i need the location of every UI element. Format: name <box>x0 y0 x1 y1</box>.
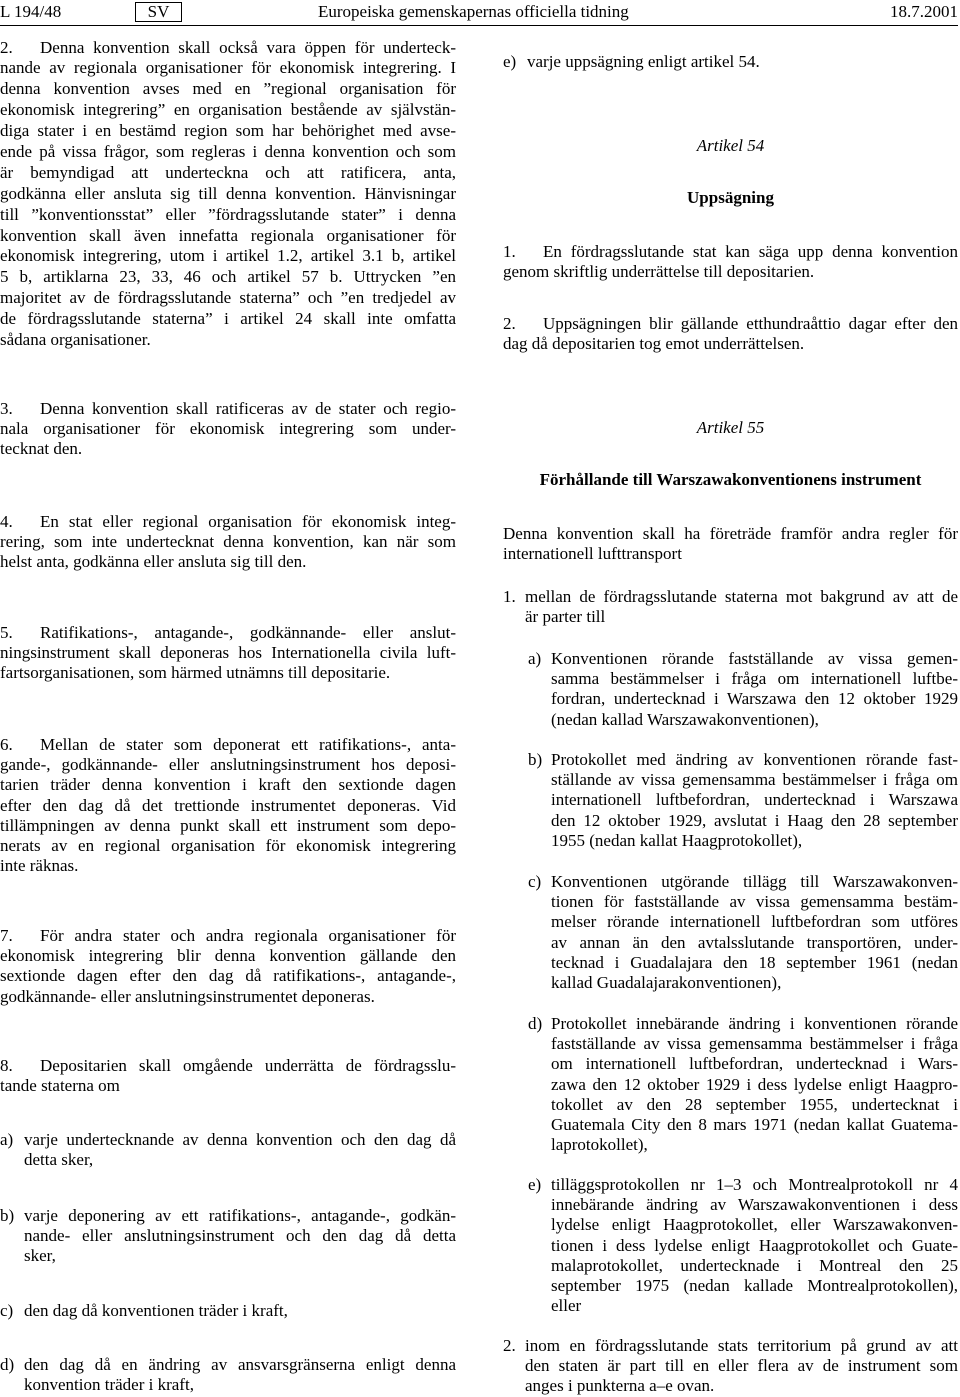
item-label: 2. <box>503 1336 516 1355</box>
text-line <box>525 1336 958 1356</box>
text-line <box>551 710 958 730</box>
line-text: fartsorganisationen, som härmed utnämns till depositarie. <box>0 663 391 683</box>
article-55-point-2 <box>503 1336 958 1397</box>
list-item-a <box>0 1130 456 1170</box>
text-line <box>24 1375 456 1395</box>
line-text: inte räknas. <box>0 856 79 876</box>
text-line <box>0 184 456 205</box>
line-text: gande-, godkännande- eller anslutningsinstrument hos deposi- <box>0 755 456 775</box>
article-54-title: Uppsägning <box>687 188 774 207</box>
text-line <box>0 796 456 816</box>
paragraph-7 <box>0 926 456 1007</box>
line-text: tecknad i Guadalajara den 18 september 1961 (nedan <box>551 952 958 972</box>
line-text: nande- eller anslutningsinstrument och den dag då detta <box>24 1226 456 1246</box>
right-column <box>503 0 958 1397</box>
text-line <box>0 987 456 1007</box>
text-line <box>0 163 456 184</box>
line-text: tecknat den. <box>0 439 83 459</box>
line-text: fastställande av vissa gemensamma bestämmelser i fråga <box>551 1034 958 1054</box>
line-text: eller <box>551 1296 582 1316</box>
text-line <box>0 439 456 459</box>
text-line <box>0 643 456 663</box>
text-line <box>0 399 456 419</box>
page-reference: L 194/48 <box>0 2 62 21</box>
line-text: laprotokollet), <box>551 1135 648 1155</box>
text-line <box>525 607 958 627</box>
text-line <box>0 836 456 856</box>
line-text: anges i punkterna a–e ovan. <box>525 1376 715 1396</box>
text-line <box>525 587 958 607</box>
line-text: varje uppsägning enligt artikel 54. <box>527 52 760 71</box>
line-text: nande av regionala organisationer för ekonomisk integrering. I <box>0 58 456 78</box>
text-line <box>0 735 456 755</box>
line-text: varje deponering av ett ratifikations-, antagande-, godkän- <box>24 1206 456 1225</box>
text-line <box>503 544 958 564</box>
line-text: den dag då konventionen träder i kraft, <box>24 1301 288 1320</box>
text-line <box>551 689 958 709</box>
paragraph-2 <box>0 38 456 351</box>
text-line <box>551 669 958 689</box>
text-line <box>503 334 958 354</box>
paragraph-number: 2. <box>503 314 516 333</box>
language-badge: SV <box>135 2 182 22</box>
line-text: mellan de fördragsslutande staterna mot bakgrund av att de <box>525 587 958 606</box>
paragraph-number: 5. <box>0 623 13 642</box>
text-line <box>551 1296 958 1316</box>
text-line <box>0 1056 456 1076</box>
text-line <box>551 953 958 973</box>
article-55-title: Förhållande till Warszawakonventionens instrument <box>539 470 922 489</box>
text-line <box>24 1150 456 1170</box>
paragraph-4 <box>0 512 456 573</box>
text-line <box>503 314 958 334</box>
text-line <box>24 1355 456 1375</box>
text-line <box>24 1226 456 1246</box>
line-text: melser rörande internationell luftbefordran som utföres <box>551 912 958 932</box>
text-line <box>0 512 456 532</box>
line-text: ningsinstrument skall deponeras hos Internationella civila luft- <box>0 643 456 663</box>
item-label: e) <box>503 52 517 71</box>
text-line <box>551 892 958 912</box>
text-line <box>0 966 456 986</box>
text-line <box>0 226 456 247</box>
line-text: innebärande ändring av Warszawakonventionen i dess <box>551 1195 958 1215</box>
text-line <box>551 933 958 953</box>
line-text: den dag då en ändring av ansvarsgränserna enligt denna <box>24 1355 456 1374</box>
line-text: 1955 (nedan kallat Haagprotokollet), <box>551 830 803 850</box>
article-55-point-1 <box>503 587 958 627</box>
article-54-paragraph-1 <box>503 242 958 282</box>
line-text: till ”konventionsstat” eller ”fördragsslutande stater” i denna <box>0 204 456 224</box>
line-text: Denna konvention skall också vara öppen för underteck- <box>40 37 456 57</box>
paragraph-number: 6. <box>0 735 13 754</box>
left-column <box>0 0 456 1397</box>
text-line <box>551 1256 958 1276</box>
text-line <box>551 811 958 831</box>
paragraph-number: 3. <box>0 399 13 418</box>
line-text: dag då depositarien tog emot underrättelsen. <box>503 334 805 354</box>
text-line <box>551 831 958 851</box>
text-line <box>503 242 958 262</box>
line-text: sker, <box>24 1246 56 1266</box>
line-text: september 1975 (nedan kallade Montrealprotokollen), <box>551 1275 958 1295</box>
line-text: 5 b, artiklarna 23, 33, 46 och artikel 57 b. Uttrycken ”en <box>0 267 456 287</box>
line-text: internationell lufttransport <box>503 544 682 564</box>
text-line <box>551 1135 958 1155</box>
text-line <box>24 1206 456 1226</box>
line-text: ekonomisk integrering, utom i artikel 1.2, artikel 3.1 b, artikel <box>0 246 456 266</box>
item-label: b) <box>0 1206 15 1225</box>
line-text: Denna konvention skall ha företräde framför andra regler för <box>503 524 958 543</box>
line-text: zawa den 12 oktober 1929 i dess lydelse enligt Haagpro- <box>551 1074 958 1094</box>
line-text: malaprotokollet, undertecknade i Montreal den 25 <box>551 1255 958 1275</box>
text-line <box>551 872 958 892</box>
line-text: kallad Guadalajarakonventionen), <box>551 972 782 992</box>
text-line <box>551 1034 958 1054</box>
text-line <box>0 816 456 836</box>
line-text: tokollet av den 28 september 1955, undertecknat i <box>551 1094 958 1114</box>
item-label: 1. <box>503 587 516 606</box>
text-line <box>551 750 958 770</box>
text-line <box>0 856 456 876</box>
line-text: de fördragsslutande staterna” i artikel 24 skall inte omfatta <box>0 309 456 329</box>
line-text: den staten är part till en eller flera av de instrument som <box>525 1356 958 1376</box>
text-line <box>503 524 958 544</box>
line-text: fordran, undertecknad i Warszawa den 12 oktober 1929 <box>551 689 958 709</box>
line-text: Konventionen utgörande tillägg till Warszawakonven- <box>551 872 958 891</box>
text-line <box>551 1054 958 1074</box>
article-55-intro <box>503 524 958 564</box>
text-line <box>0 419 456 439</box>
line-text: tande staterna om <box>0 1076 120 1096</box>
line-text: efter den dag då det trettionde instrumentet deponeras. Vid <box>0 795 456 815</box>
text-line <box>0 552 456 572</box>
text-line <box>551 790 958 810</box>
article-54-paragraph-2 <box>503 314 958 354</box>
text-line <box>0 38 456 59</box>
paragraph-number: 4. <box>0 512 13 531</box>
text-line <box>551 1175 958 1195</box>
line-text: ekonomisk integrering blir denna konvention gällande den <box>0 946 456 966</box>
item-label: a) <box>0 1130 14 1149</box>
text-line <box>0 79 456 100</box>
paragraph-number: 2. <box>0 37 13 57</box>
text-line <box>0 1076 456 1096</box>
text-line <box>0 623 456 643</box>
line-text: godkänna eller ansluta sig till denna konvention. Hänvisningar <box>0 183 456 203</box>
line-text: Depositarien skall omgående underrätta de fördragsslu- <box>40 1056 456 1075</box>
text-line <box>0 946 456 966</box>
list-item-c <box>0 1301 456 1321</box>
line-text: Uppsägningen blir gällande etthundraåttio dagar efter den <box>543 314 958 333</box>
text-line <box>551 1276 958 1296</box>
text-line <box>0 330 456 351</box>
text-line <box>0 775 456 795</box>
list-item-e <box>503 52 958 72</box>
line-text: helst anta, godkänna eller ansluta sig till den. <box>0 552 307 572</box>
line-text: Ratifikations-, antagande-, godkännande- eller anslut- <box>40 623 456 642</box>
text-line <box>551 1115 958 1135</box>
paragraph-number: 1. <box>503 242 516 261</box>
article-54-heading: Artikel 54 <box>696 136 765 155</box>
article-55-item-e <box>528 1175 958 1316</box>
line-text: majoritet av de fördragsslutande staterna” och ”en tredjedel av <box>0 288 456 308</box>
line-text: rering, som inte undertecknat denna konvention, kan när som <box>0 532 456 552</box>
line-text: tionen för fastställande av vissa gemensamma bestäm- <box>551 892 958 912</box>
line-text: konvention skall även innefatta regionala organisationer för <box>0 225 456 245</box>
journal-title: Europeiska gemenskapernas officiella tidning <box>318 2 629 21</box>
line-text: konvention träder i kraft, <box>24 1375 194 1395</box>
line-text: ende på vissa frågor, som regleras i denna konvention och som <box>0 141 456 161</box>
text-line <box>525 1376 958 1396</box>
article-55-item-d <box>528 1014 958 1155</box>
line-text: tarien träder denna konvention i kraft den sextionde dagen <box>0 775 456 795</box>
line-text: tionen i dess lydelse enligt Haagprotokollet och Guate- <box>551 1235 958 1255</box>
item-label: d) <box>528 1014 543 1033</box>
line-text: är bemyndigad att underteckna och att ratificera, anta, <box>0 162 456 182</box>
text-line <box>0 532 456 552</box>
text-line <box>0 755 456 775</box>
paragraph-number: 7. <box>0 926 13 945</box>
line-text: samma bestämmelser i fråga om internationell luftbe- <box>551 669 958 689</box>
line-text: lydelse enligt Haagprotokollet, eller Warszawakonven- <box>551 1215 958 1235</box>
text-line <box>0 663 456 683</box>
text-line <box>551 1236 958 1256</box>
line-text: nerats av en regional organisation för ekonomisk integrering <box>0 835 456 855</box>
text-line <box>0 58 456 79</box>
text-line <box>551 1195 958 1215</box>
text-line <box>503 262 958 282</box>
item-label: d) <box>0 1355 15 1374</box>
text-line <box>0 100 456 121</box>
text-line <box>0 267 456 288</box>
line-text: Konventionen rörande fastställande av vissa gemen- <box>551 649 958 668</box>
line-text: Protokollet med ändring av konventionen rörande fast- <box>551 750 958 769</box>
line-text: Protokollet innebärande ändring i konventionen rörande <box>551 1014 958 1033</box>
line-text: den 12 oktober 1929, avslutat i Haag den 28 september <box>551 810 958 830</box>
paragraph-8 <box>0 1056 456 1096</box>
article-55-heading: Artikel 55 <box>696 418 765 437</box>
text-line <box>551 1075 958 1095</box>
line-text: tillämpningen av denna punkt skall ett instrument som depo- <box>0 815 456 835</box>
list-item-b <box>0 1206 456 1267</box>
text-line <box>24 1130 456 1150</box>
text-line <box>24 1246 456 1266</box>
text-line <box>551 770 958 790</box>
text-line <box>551 649 958 669</box>
line-text: diga stater i en bestämd region som har behörighet med avse- <box>0 121 456 141</box>
text-line <box>0 246 456 267</box>
text-line <box>525 1356 958 1376</box>
item-label: b) <box>528 750 543 769</box>
line-text: ekonomisk integrering” en organisation bestående av självstän- <box>0 100 456 120</box>
line-text: genom skriftlig underrättelse till depositarien. <box>503 262 815 282</box>
article-55-item-c <box>528 872 958 993</box>
item-label: a) <box>528 649 542 668</box>
article-55-item-a <box>528 649 958 730</box>
paragraph-5 <box>0 623 456 684</box>
paragraph-3 <box>0 399 456 460</box>
text-line <box>551 973 958 993</box>
text-line <box>551 912 958 932</box>
paragraph-6 <box>0 735 456 876</box>
line-text: detta sker, <box>24 1150 94 1170</box>
line-text: sådana organisationer. <box>0 329 151 349</box>
text-line <box>24 1301 456 1321</box>
line-text: varje undertecknande av denna konvention och den dag då <box>24 1130 456 1149</box>
line-text: nala organisationer för ekonomisk integrering som under- <box>0 419 456 439</box>
text-line <box>0 142 456 163</box>
line-text: av annan än den avtalsslutande transportören, under- <box>551 932 958 952</box>
line-text: (nedan kallad Warszawakonventionen), <box>551 709 819 729</box>
line-text: En fördragsslutande stat kan säga upp denna konvention <box>543 242 958 261</box>
line-text: sextionde dagen efter den dag då ratifikations-, antagande-, <box>0 966 456 986</box>
line-text: Guatemala City den 8 mars 1971 (nedan kallat Guatema- <box>551 1114 958 1134</box>
text-line <box>0 926 456 946</box>
line-text: En stat eller regional organisation för ekonomisk integ- <box>40 512 456 531</box>
text-line <box>0 205 456 226</box>
line-text: Denna konvention skall ratificeras av de stater och regio- <box>40 399 456 418</box>
line-text: inom en fördragsslutande stats territorium på grund av att <box>525 1336 958 1355</box>
item-label: e) <box>528 1175 542 1194</box>
list-item-d <box>0 1355 456 1395</box>
text-line <box>551 1095 958 1115</box>
item-label: c) <box>0 1301 14 1320</box>
paragraph-number: 8. <box>0 1056 13 1075</box>
line-text: godkännande- eller anslutningsinstrumentet deponeras. <box>0 986 375 1006</box>
text-line <box>0 309 456 330</box>
text-line <box>0 288 456 309</box>
line-text: om internationell luftbefordran, undertecknad i Wars- <box>551 1054 958 1074</box>
item-label: c) <box>528 872 542 891</box>
line-text: För andra stater och andra regionala organisationer för <box>40 926 456 945</box>
text-line <box>527 52 958 72</box>
text-line <box>551 1215 958 1235</box>
publication-date: 18.7.2001 <box>890 2 958 21</box>
article-55-item-b <box>528 750 958 851</box>
line-text: internationell luftbefordran, undertecknad i Warszawa <box>551 790 958 810</box>
line-text: ställande av vissa gemensamma bestämmelser i fråga om <box>551 770 958 790</box>
line-text: Mellan de stater som deponerat ett ratifikations-, anta- <box>40 735 456 754</box>
line-text: tilläggsprotokollen nr 1–3 och Montrealprotokoll nr 4 <box>551 1175 958 1194</box>
line-text: är parter till <box>525 607 606 627</box>
text-line <box>0 121 456 142</box>
text-line <box>551 1014 958 1034</box>
line-text: denna konvention avses med en ”regional organisation för <box>0 79 456 99</box>
